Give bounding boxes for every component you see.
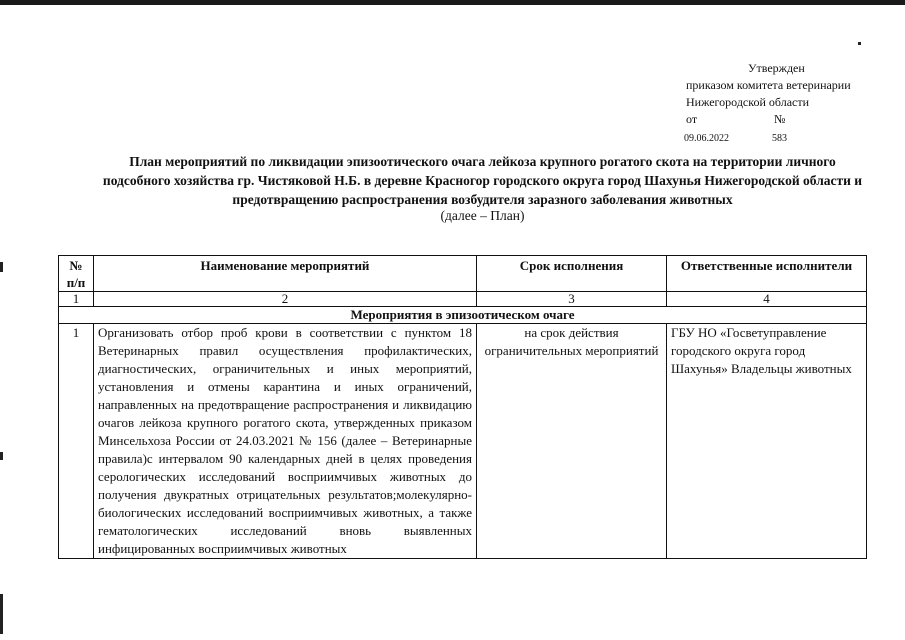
top-border	[0, 0, 905, 5]
approval-date: 09.06.2022	[684, 133, 729, 144]
approval-block	[686, 60, 851, 147]
approval-line-3: Нижегородской области	[686, 95, 810, 109]
scan-mark	[0, 262, 3, 272]
scan-mark	[0, 452, 3, 460]
approval-from-label: от	[686, 112, 698, 126]
approval-line-2: приказом комитета ветеринарии	[686, 78, 851, 92]
approval-date-row	[686, 130, 851, 147]
approval-from-row	[686, 111, 851, 128]
scan-mark	[0, 594, 3, 634]
header-num: № п/п	[59, 256, 94, 292]
column-number: 4	[667, 292, 867, 307]
column-number-row	[59, 292, 867, 307]
column-number: 3	[477, 292, 667, 307]
plan-subtitle: (далее – План)	[440, 208, 525, 223]
section-title: Мероприятия в эпизоотическом очаге	[59, 307, 867, 324]
header-term: Срок исполнения	[477, 256, 667, 292]
section-row	[59, 307, 867, 324]
row-num: 1	[59, 324, 94, 559]
header-name: Наименование мероприятий	[94, 256, 477, 292]
approval-number-label: №	[774, 112, 786, 126]
approval-line-1: Утвержден	[748, 61, 805, 75]
approval-number: 583	[772, 133, 787, 144]
plan-title: План мероприятий по ликвидации эпизоотического очага лейкоза крупного рогатого скота на территории личного подсобного хозяйства гр. Чистяковой Н.Б. в деревне Красногор городского округа город Шахунья Нижегородской области и предотвращению распространения возбудителя заразного заболевания животных	[102, 154, 863, 207]
column-number: 2	[94, 292, 477, 307]
row-exec: ГБУ НО «Госветуправление городского округа город Шахунья» Владельцы животных	[667, 324, 867, 559]
table-header-row	[59, 256, 867, 292]
scan-dot	[858, 42, 861, 45]
row-term: на срок действия ограничительных мероприятий	[477, 324, 667, 559]
row-name: Организовать отбор проб крови в соответствии с пунктом 18 Ветеринарных правил осуществления профилактических, диагностических, ограничительных и иных мероприятий, установления и отмены карантина и иных ограничений, направленных на предотвращение распространения и ликвидацию очагов лейкоза крупного рогатого скота, утвержденных приказом Минсельхоза России от 24.03.2021 № 156 (далее – Ветеринарные правила)с интервалом 90 календарных дней в целях проведения серологических исследований восприимчивых животных до получения двукратных отрицательных результатов;молекулярно-биологических исследований восприимчивых животных, а также гематологических исследований вновь выявленных инфицированных восприимчивых животных	[94, 324, 477, 559]
column-number: 1	[59, 292, 94, 307]
plan-table	[58, 255, 867, 559]
table-row	[59, 324, 867, 559]
header-exec: Ответственные исполнители	[667, 256, 867, 292]
